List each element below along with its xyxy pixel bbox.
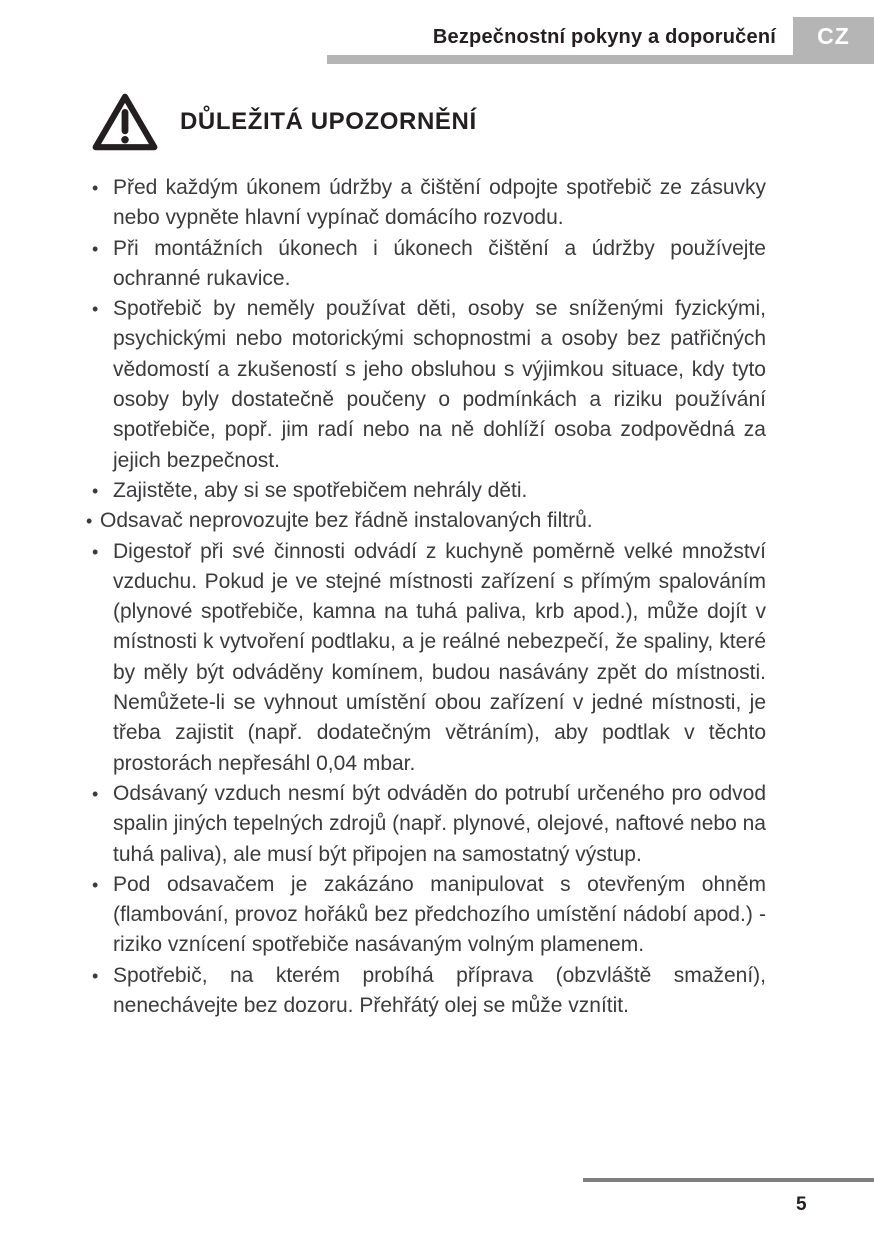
page-header-title: Bezpečnostní pokyny a doporučení (432, 26, 776, 48)
section-heading: DŮLEŽITÁ UPOZORNĚNÍ (180, 108, 477, 135)
header-rule (327, 55, 874, 64)
list-item: • Spotřebič, na kterém probíhá příprava (obzvláště smažení), nenechávejte bez dozoru. Přehřátý olej se může vznítit. (92, 961, 766, 1022)
list-item: • Před každým úkonem údržby a čištění odpojte spotřebič ze zásuvky nebo vypněte hlavní vypínač domácího rozvodu. (92, 173, 766, 234)
list-item: • Zajistěte, aby si se spotřebičem nehrály děti. (92, 476, 766, 506)
list-item: • Spotřebič by neměly používat děti, osoby se sníženými fyzickými, psychickými nebo motorickými schopnostmi a osoby bez patřičných vědomostí a zkušeností s jeho obsluhou s výjimkou situace, kdy tyto osoby byly dostatečně poučeny o podmínkách a riziku používání spotřebiče, popř. jim radí nebo na ně dohlíží osoba zodpovědná za jejich bezpečnost. (92, 294, 766, 476)
warning-triangle-icon (88, 92, 162, 152)
list-item: • Odsávaný vzduch nesmí být odváděn do potrubí určeného pro odvod spalin jiných tepelných zdrojů (např. plynové, olejové, naftové nebo na tuhá paliva), ale musí být připojen na samostatný výstup. (92, 779, 766, 870)
warning-section-header (88, 92, 477, 152)
page-number: 5 (796, 1194, 807, 1215)
footer-rule (583, 1178, 874, 1182)
list-item: • Pod odsavačem je zakázáno manipulovat s otevřeným ohněm (flambování, provoz hořáků bez předchozího umístění nádobí apod.) - riziko vznícení spotřebiče nasávaným volným plamenem. (92, 870, 766, 961)
list-item: • Odsavač neprovozujte bez řádně instalovaných filtrů. (92, 506, 766, 536)
list-item: • Digestoř při své činnosti odvádí z kuchyně poměrně velké množství vzduchu. Pokud je ve stejné místnosti zařízení s přímým spalováním (plynové spotřebiče, kamna na tuhá paliva, krb apod.), může dojít v místnosti k vytvoření podtlaku, a je reálné nebezpečí, že spaliny, které by měly být odváděny komínem, budou nasávány zpět do místnosti. Nemůžete-li se vyhnout umístění obou zařízení v jedné místnosti, je třeba zajistit (např. dodatečným větráním), aby podtlak v těchto prostorách nepřesáhl 0,04 mbar. (92, 537, 766, 779)
list-item: • Při montážních úkonech i úkonech čištění a údržby používejte ochranné rukavice. (92, 234, 766, 295)
language-badge: CZ (793, 17, 874, 56)
safety-instructions-list (92, 173, 766, 1021)
